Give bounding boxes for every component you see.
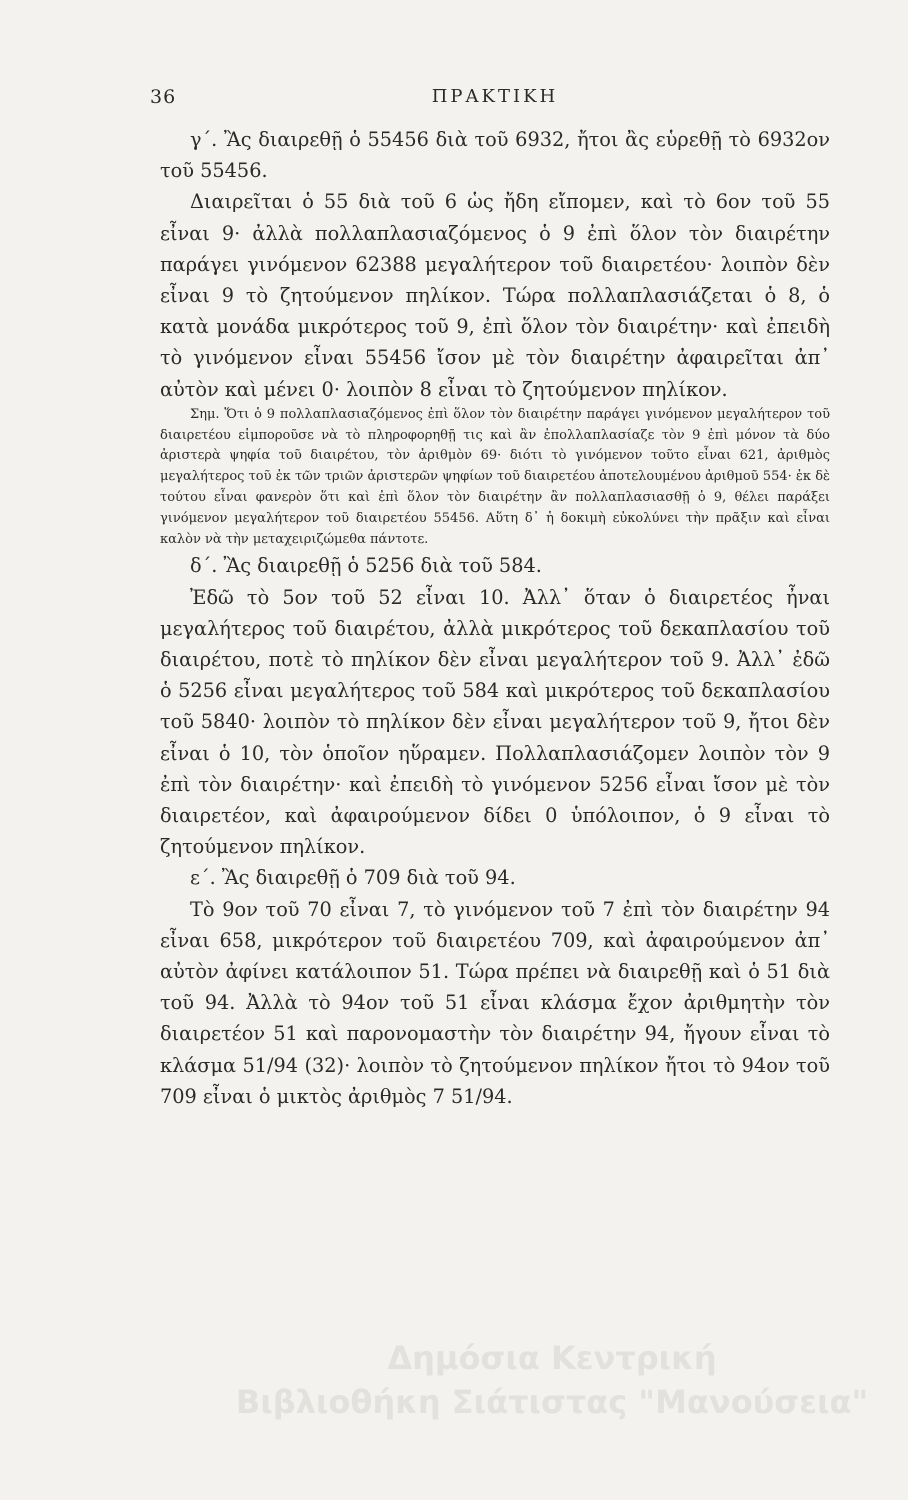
library-watermark bbox=[212, 1336, 892, 1424]
paragraph-example-d-explanation: Ἐδῶ τὸ 5ον τοῦ 52 εἶναι 10. Ἀλλ᾽ ὅταν ὁ διαιρετέος ἦναι μεγαλήτερος τοῦ διαιρέτου, ἀλλὰ μικρότερος τοῦ δεκαπλασίου τοῦ διαιρέτου, ποτὲ τὸ πηλίκον δὲν εἶναι μεγαλήτερον τοῦ 9. Ἀλλ᾽ ἐδῶ ὁ 5256 εἶναι μεγαλήτερος τοῦ 584 καὶ μικρότερος τοῦ δεκαπλασίου τοῦ 5840· λοιπὸν τὸ πηλίκον δὲν εἶναι μεγαλήτερον τοῦ 9, ἤτοι δὲν εἶναι ὁ 10, τὸν ὁποῖον ηὕραμεν. Πολλαπλασιάζομεν λοιπὸν τὸν 9 ἐπὶ τὸν διαιρέτην· καὶ ἐπειδὴ τὸ γινόμενον 5256 εἶναι ἴσον μὲ τὸν διαιρετέον, καὶ ἀφαιρούμενον δίδει 0 ὑπόλοιπον, ὁ 9 εἶναι τὸ ζητούμενον πηλίκον. bbox=[160, 585, 830, 859]
paragraph-example-c: γ΄. Ἂς διαιρεθῇ ὁ 55456 διὰ τοῦ 6932, ἤτοι ἂς εὑρεθῇ τὸ 6932ον τοῦ 55456. bbox=[160, 128, 830, 183]
running-title: ΠΡΑΚΤΙΚΗ bbox=[431, 86, 559, 107]
watermark-line-2: Βιβλιοθήκη Σιάτιστας "Μανούσεια" bbox=[235, 1383, 869, 1421]
paragraph-example-d: δ΄. Ἂς διαιρεθῇ ὁ 5256 διὰ τοῦ 584. bbox=[190, 554, 542, 578]
watermark-line-1: Δημόσια Κεντρική bbox=[387, 1339, 717, 1377]
page-header bbox=[150, 86, 840, 116]
paragraph-example-e: ε΄. Ἂς διαιρεθῇ ὁ 709 διὰ τοῦ 94. bbox=[190, 866, 516, 890]
paragraph-example-e-explanation: Τὸ 9ον τοῦ 70 εἶναι 7, τὸ γινόμενον τοῦ 7 ἐπὶ τὸν διαιρέτην 94 εἶναι 658, μικρότερον τοῦ διαιρετέου 709, καὶ ἀφαιρούμενον ἀπ᾽ αὐτὸν ἀφίνει κατάλοιπον 51. Τώρα πρέπει νὰ διαιρεθῇ καὶ ὁ 51 διὰ τοῦ 94. Ἀλλὰ τὸ 94ον τοῦ 51 εἶναι κλάσμα ἔχον ἀριθμητὴν τὸν διαιρετέον 51 καὶ παρονομαστὴν τὸν διαιρέτην 94, ἤγουν εἶναι τὸ κλάσμα 51/94 (32)· λοιπὸν τὸ ζητούμενον πηλίκον ἤτοι τὸ 94ον τοῦ 709 εἶναι ὁ μικτὸς ἀριθμὸς 7 51/94. bbox=[160, 897, 830, 1108]
footnote-remark: Σημ. Ὅτι ὁ 9 πολλαπλασιαζόμενος ἐπὶ ὅλον τὸν διαιρέτην παράγει γινόμενον μεγαλήτερον τοῦ διαιρετέου εἰμποροῦσε νὰ τὸ πληροφορηθῇ τις καὶ ἂν ἐπολλαπλασίαζε τὸν 9 ἐπὶ μόνον τὰ δύο ἀριστερὰ ψηφία τοῦ διαιρέτου, τὸν ἀριθμὸν 69· διότι τὸ γινόμενον τοῦτο εἶναι 621, ἀριθμὸς μεγαλήτερος τοῦ ἐκ τῶν τριῶν ἀριστερῶν ψηφίων τοῦ διαιρετέου ἀποτελουμένου ἀριθμοῦ 554· ἐκ δὲ τούτου εἶναι φανερὸν ὅτι καὶ ἐπὶ ὅλον τὸν διαιρέτην ἂν πολλαπλασιασθῇ ὁ 9, θέλει παράξει γινόμενον μεγαλήτερον τοῦ διαιρετέου 55456. Αὕτη δ᾽ ἡ δοκιμὴ εὐκολύνει τὴν πρᾶξιν καὶ εἶναι καλὸν νὰ τὴν μεταχειριζώμεθα πάντοτε. bbox=[160, 406, 830, 547]
page-number: 36 bbox=[150, 86, 177, 108]
paragraph-division-explanation: Διαιρεῖται ὁ 55 διὰ τοῦ 6 ὡς ἤδη εἴπομεν, καὶ τὸ 6ον τοῦ 55 εἶναι 9· ἀλλὰ πολλαπλασιαζόμενος ὁ 9 ἐπὶ ὅλον τὸν διαιρέτην παράγει γινόμενον 62388 μεγαλήτερον τοῦ διαιρετέου· λοιπὸν δὲν εἶναι 9 τὸ ζητούμενον πηλίκον. Τώρα πολλαπλασιάζεται ὁ 8, ὁ κατὰ μονάδα μικρότερος τοῦ 9, ἐπὶ ὅλον τὸν διαιρέτην· καὶ ἐπειδὴ τὸ γινόμενον εἶναι 55456 ἴσον μὲ τὸν διαιρέτην ἀφαιρεῖται ἀπ᾽ αὐτὸν καὶ μένει 0· λοιπὸν 8 εἶναι τὸ ζητούμενον πηλίκον. bbox=[160, 190, 830, 401]
page-body bbox=[160, 124, 830, 1112]
